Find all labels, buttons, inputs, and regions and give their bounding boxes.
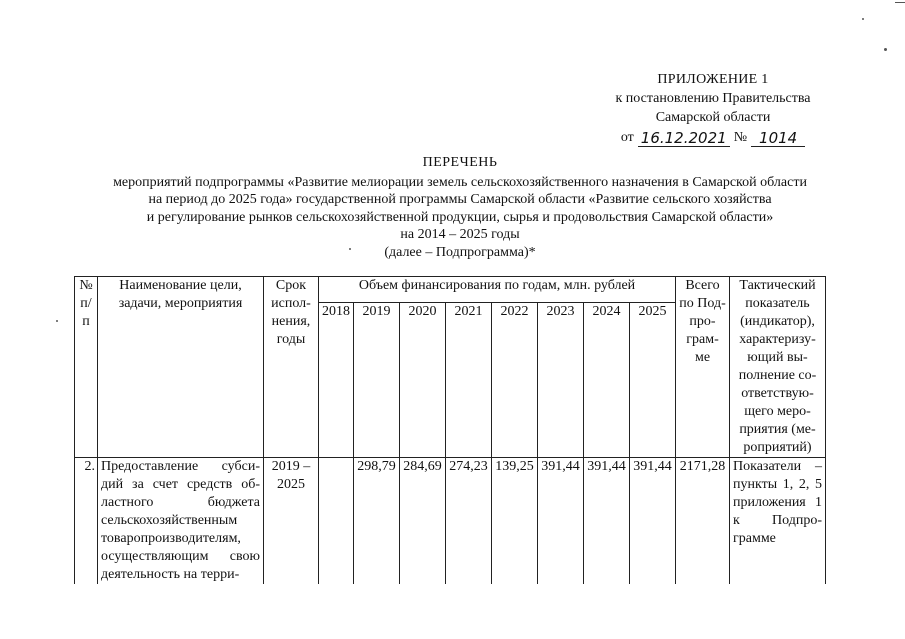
header-funding: Объем финансирования по годам, млн. рублей	[319, 277, 676, 303]
scan-speck	[862, 18, 864, 20]
appendix-date-line	[598, 128, 828, 147]
row-indicator: Показатели – пункты 1, 2, 5 приложения 1 к Подпро-грамме	[730, 458, 826, 585]
row-term: 2019 – 2025	[264, 458, 319, 585]
row-value: 391,44	[584, 458, 630, 585]
table-row	[75, 458, 826, 585]
row-value	[319, 458, 354, 585]
header-total: Всего по Под-про-грам-ме	[676, 277, 730, 458]
row-value: 284,69	[400, 458, 446, 585]
scan-speck	[349, 248, 351, 250]
heading-line-1: мероприятий подпрограммы «Развитие мелиорации земель сельскохозяйственного назначения в Самарской области	[113, 174, 807, 190]
row-value: 391,44	[538, 458, 584, 585]
document-heading	[40, 154, 880, 261]
scan-speck	[884, 48, 887, 51]
header-year: 2023	[538, 303, 584, 458]
heading-line-2: на период до 2025 года» государственной программы Самарской области «Развитие сельского хозяйства	[148, 192, 772, 207]
scan-speck	[895, 2, 905, 3]
appendix-line-2: Самарской области	[655, 110, 771, 125]
scan-speck	[56, 320, 58, 322]
header-indicator: Тактический показатель (индикатор), характеризу-ющий вы-полнение со-ответствую-щего меро-приятия (ме-роприятий)	[730, 277, 826, 458]
heading-line-3: и регулирование рынков сельскохозяйственной продукции, сырья и продовольствия Самарской области»	[146, 209, 774, 225]
measures-table	[74, 276, 826, 584]
row-total: 2171,28	[676, 458, 730, 585]
row-name: Предоставление субси-дий за счет средств об-ластного бюджета сельскохозяйственным товаропроизводителям, осуществляющим свою деятельность на терри-	[98, 458, 264, 585]
appendix-line-1: к постановлению Правительства	[615, 91, 811, 106]
row-value: 298,79	[354, 458, 400, 585]
header-num: № п/п	[75, 277, 98, 458]
header-term: Срок испол-нения, годы	[264, 277, 319, 458]
heading-line-4: на 2014 – 2025 годы	[400, 227, 520, 242]
header-year: 2021	[446, 303, 492, 458]
header-year: 2018	[319, 303, 354, 458]
header-year: 2020	[400, 303, 446, 458]
header-year: 2024	[584, 303, 630, 458]
header-year: 2022	[492, 303, 538, 458]
heading-title: ПЕРЕЧЕНЬ	[422, 155, 498, 170]
appendix-title: ПРИЛОЖЕНИЕ 1	[657, 72, 769, 87]
number-prefix: №	[733, 130, 748, 145]
appendix-block	[598, 70, 828, 147]
handwritten-number: 1014	[751, 130, 805, 147]
heading-line-5: (далее – Подпрограмма)*	[384, 244, 536, 260]
header-name: Наименование цели, задачи, мероприятия	[98, 277, 264, 458]
row-value: 274,23	[446, 458, 492, 585]
header-year: 2025	[630, 303, 676, 458]
row-value: 391,44	[630, 458, 676, 585]
handwritten-date: 16.12.2021	[638, 130, 730, 147]
row-num: 2.	[75, 458, 98, 585]
date-prefix: от	[620, 130, 634, 145]
header-year: 2019	[354, 303, 400, 458]
row-value: 139,25	[492, 458, 538, 585]
